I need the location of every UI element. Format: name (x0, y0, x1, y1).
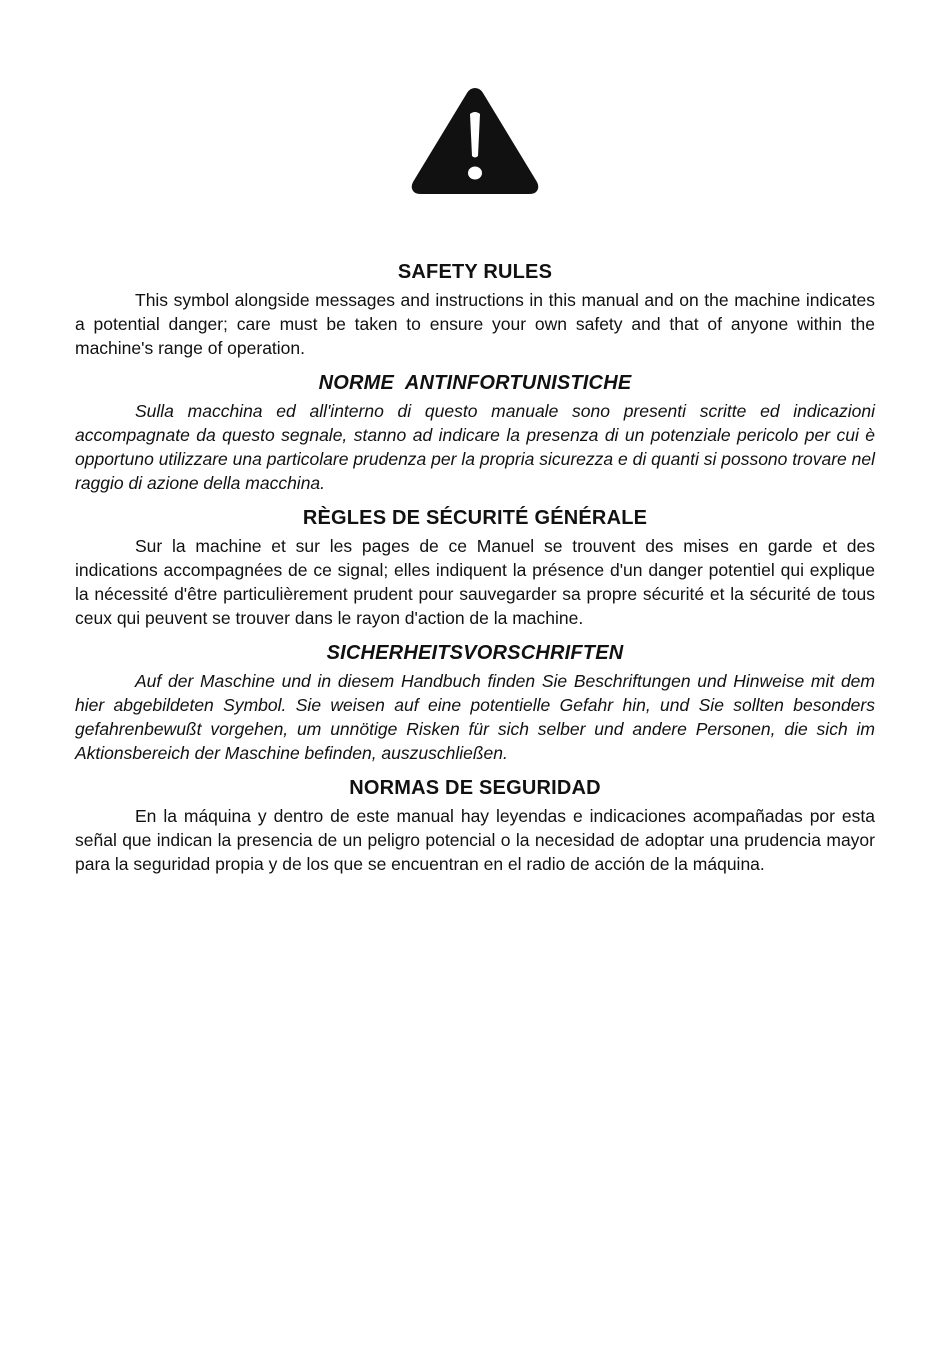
heading-sicherheitsvorschriften: SICHERHEITSVORSCHRIFTEN (326, 642, 624, 664)
body-safety-rules: This symbol alongside messages and instructions in this manual and on the machine indicates a potential danger; care must be taken to ensure your own safety and that of anyone within the machine's range of operation. (75, 290, 875, 358)
heading-safety-rules: SAFETY RULES (397, 261, 553, 283)
safety-rules-content (75, 258, 875, 876)
body-norme-antinfortunistiche: Sulla macchina ed all'interno di questo manuale sono presenti scritte ed indicazioni accompagnate da questo segnale, stanno ad indicare la presenza di un potenziale pericolo per cui è opportuno utilizzare una particolare prudenza per la propria sicurezza e di quanti si possono trovare nel raggio di azione della macchina. (75, 401, 875, 493)
section-italian (75, 369, 875, 495)
section-english (75, 258, 875, 360)
warning-triangle-icon (408, 84, 542, 196)
section-german (75, 639, 875, 765)
body-sicherheitsvorschriften: Auf der Maschine und in diesem Handbuch finden Sie Beschriftungen und Hinweise mit dem hier abgebildeten Symbol. Sie weisen auf eine potentielle Gefahr hin, und Sie sollten besonders gefahrenbewußt vorgehen, um unnötige Risken für sich selber und andere Personen, die sich im Aktionsbereich der Maschine befinden, auszuschließen. (75, 671, 875, 763)
body-normas-de-seguridad: En la máquina y dentro de este manual hay leyendas e indicaciones acompañadas por esta señal que indican la presencia de un peligro potencial o la necesidad de adoptar una prudencia mayor para la seguridad propia y de los que se encuentran en el radio de acción de la máquina. (75, 806, 875, 874)
section-french (75, 504, 875, 630)
body-regles-de-securite: Sur la machine et sur les pages de ce Manuel se trouvent des mises en garde et des indications accompagnées de ce signal; elles indiquent la présence d'un danger potentiel qui explique la nécessité d'être particulièrement prudent pour sauvegarder sa propre sécurité et la sécurité de tous ceux qui peuvent se trouver dans le rayon d'action de la machine. (75, 536, 875, 628)
heading-norme-antinfortunistiche: NORME ANTINFORTUNISTICHE (318, 372, 632, 394)
heading-normas-de-seguridad: NORMAS DE SEGURIDAD (349, 777, 601, 799)
heading-regles-de-securite: RÈGLES DE SÉCURITÉ GÉNÉRALE (302, 507, 648, 529)
section-spanish (75, 774, 875, 876)
